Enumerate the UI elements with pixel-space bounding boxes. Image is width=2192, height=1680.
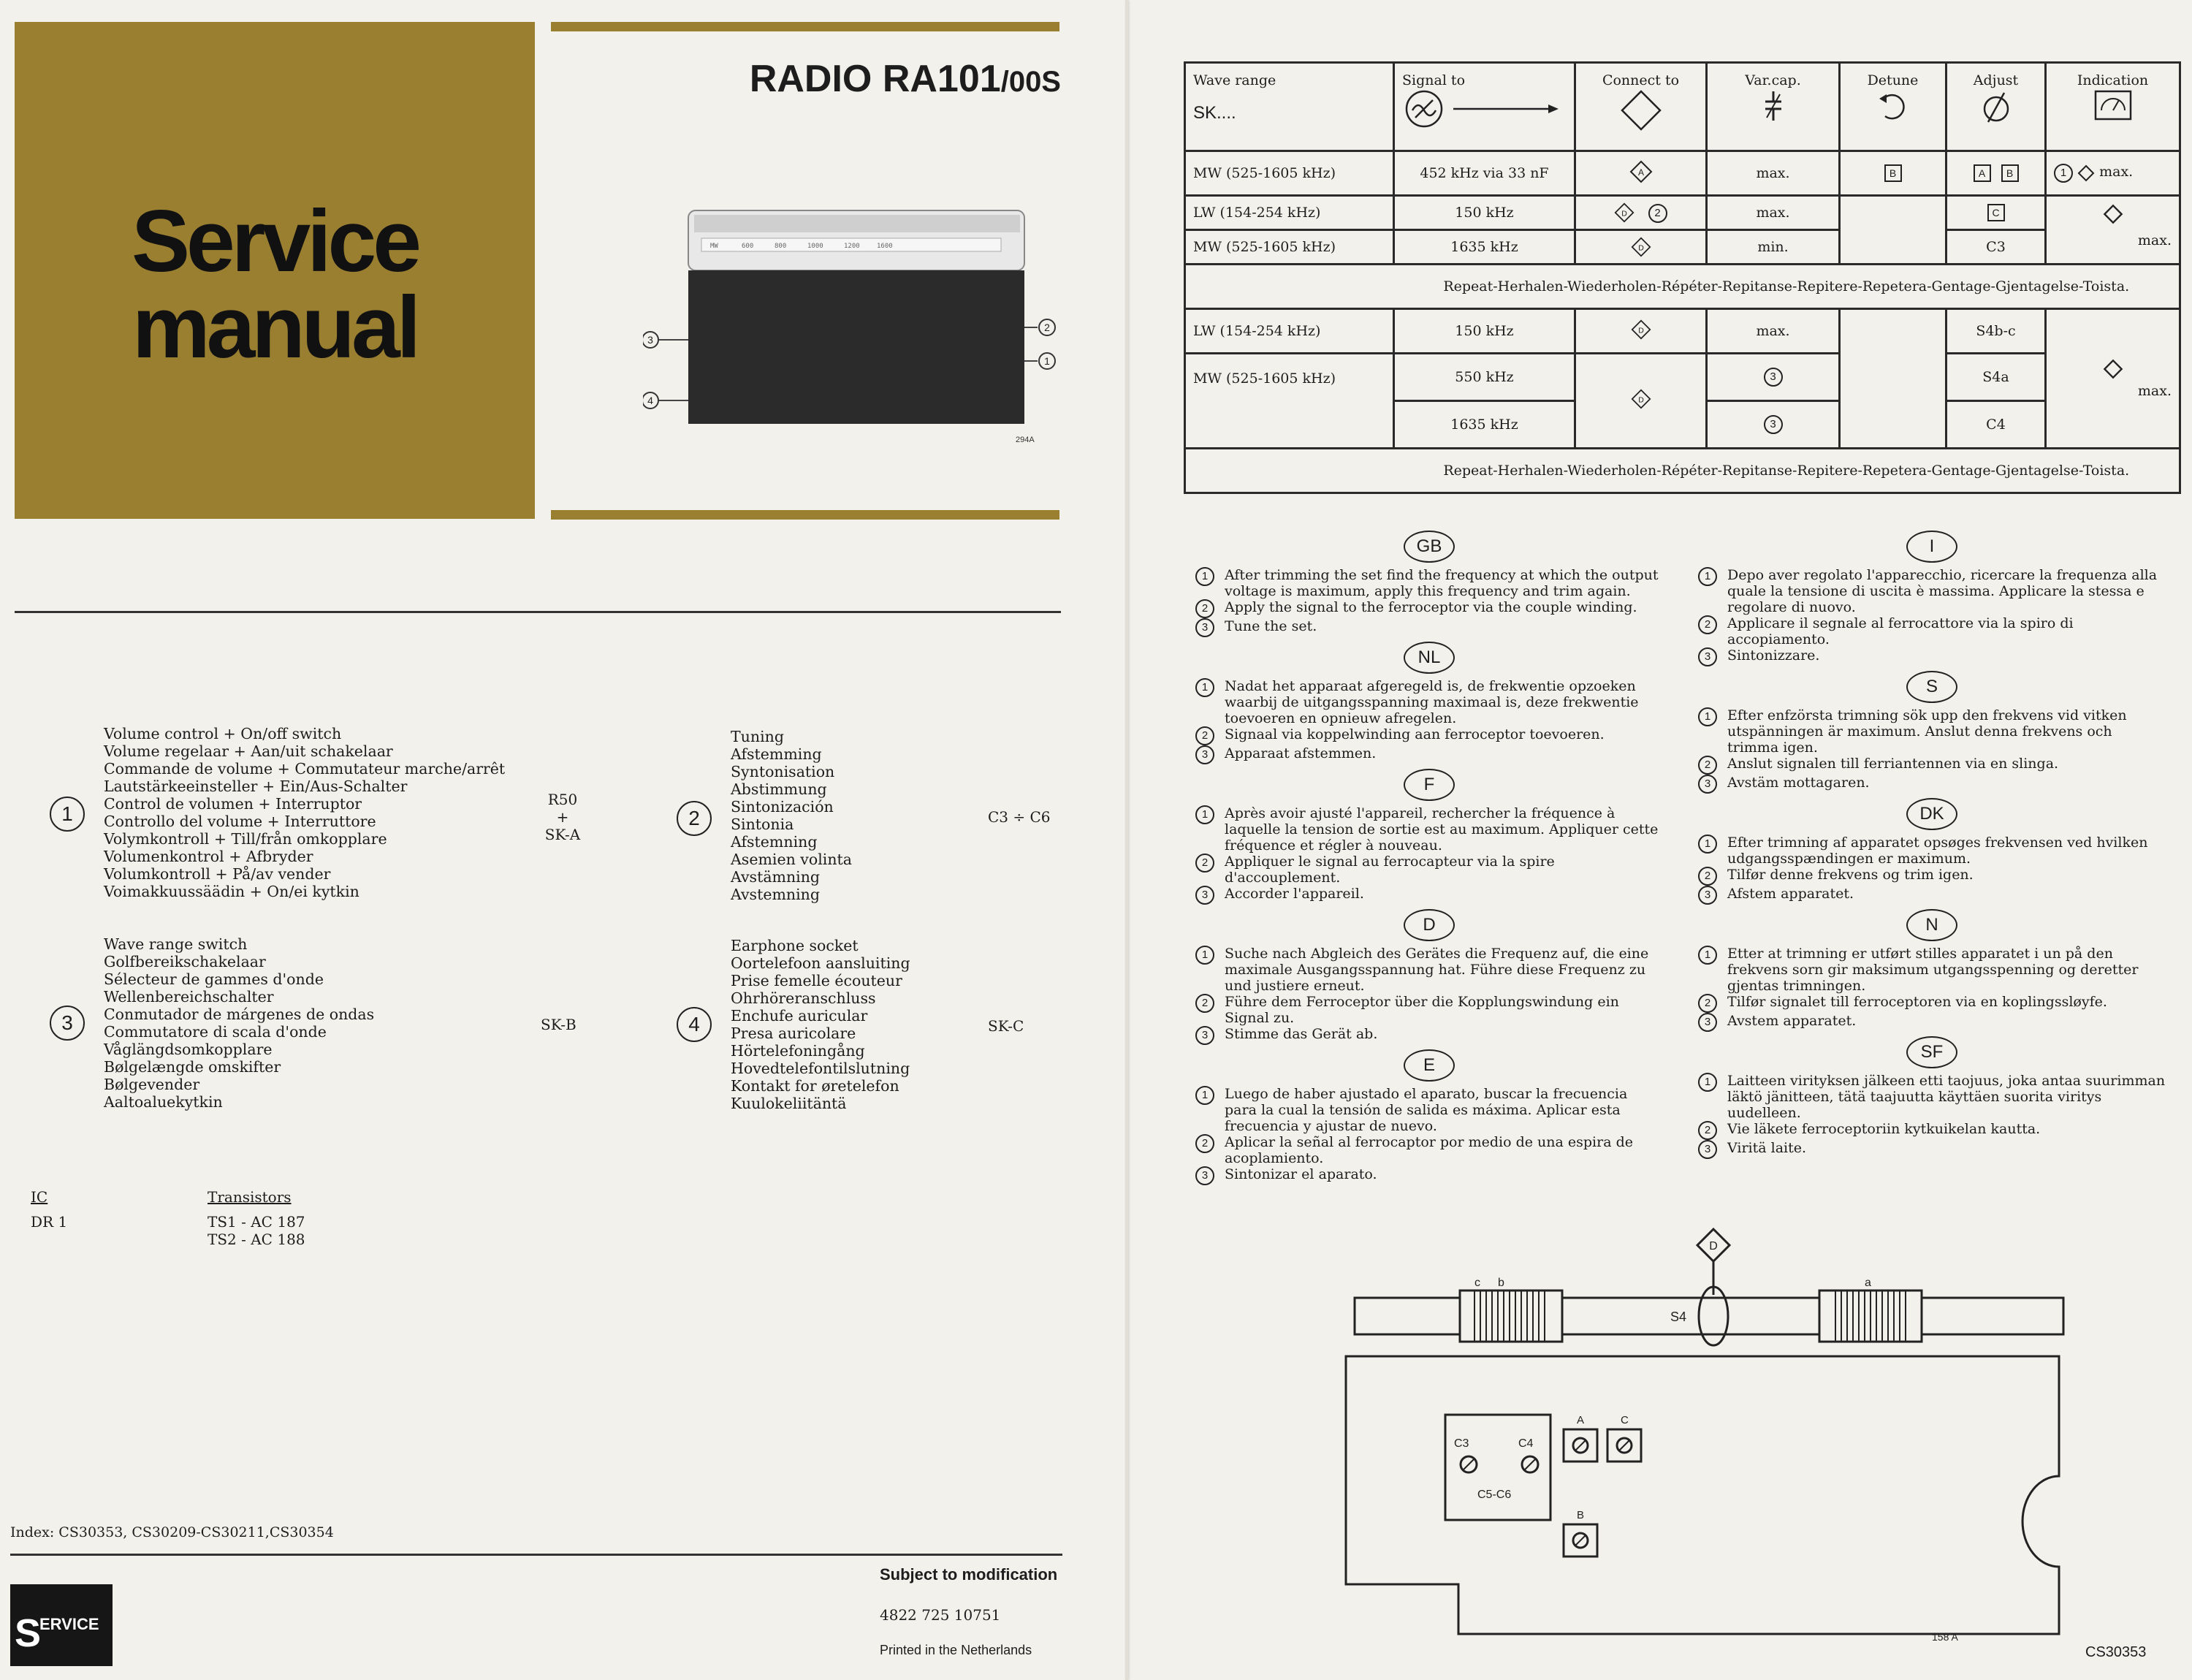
cell-indication: max. <box>2046 196 2180 265</box>
cell-wave: LW (154-254 kHz) <box>1185 196 1394 230</box>
instructions-nl: 1 Nadat het apparaat afgeregeld is, de frekwentie opzoeken waarbij de uitgangsspanning maximaal is, deze frekwentie toevoeren en opnieuw afregelen. 2 Signaal via koppelwinding aan ferroceptor toevoeren. 3 Apparaat afstemmen. <box>1195 678 1663 764</box>
table-row <box>1185 354 2180 401</box>
cell-signal: 150 kHz <box>1394 309 1575 354</box>
section-divider <box>15 611 1061 613</box>
svg-text:D: D <box>1709 1240 1718 1253</box>
lang-badge-dk: DK <box>1906 798 1957 830</box>
instructions-n: 1 Etter at trimning er utført stilles apparatet i un på den frekvens sorn gir maksimum utgangsspenning og deretter gjentas trimningen. 2 Tilfør signalet till ferroceptoren via en koplingssløyfe. 3 Avstem apparatet. <box>1698 946 2166 1032</box>
cell-connect: D 2 <box>1575 196 1707 230</box>
table-row <box>1185 309 2180 354</box>
control-4-number: 4 <box>677 1007 712 1042</box>
label-trim-a: A <box>1577 1414 1585 1426</box>
cell-adjust: C <box>1946 196 2046 230</box>
header-sk: SK.... <box>1193 103 1236 123</box>
instructions-left-column <box>1195 531 1663 1185</box>
cell-signal: 150 kHz <box>1394 196 1575 230</box>
control-3-number: 3 <box>50 1006 85 1041</box>
control-2-number: 2 <box>677 801 712 836</box>
header-adjust: Adjust <box>1946 63 2046 151</box>
detune-icon <box>1875 88 1911 125</box>
printed-in: Printed in the Netherlands <box>880 1643 1032 1657</box>
cell-wave: MW (525-1605 kHz) <box>1185 151 1394 196</box>
service-logo-initial: S <box>15 1611 42 1655</box>
gold-rule-bottom <box>551 510 1059 520</box>
cell-varcap: max. <box>1707 151 1840 196</box>
repeat-row <box>1185 265 2180 309</box>
radio-illustration <box>643 205 1067 446</box>
label-c5-c6: C5-C6 <box>1477 1489 1512 1501</box>
indicator-diamond-icon <box>2103 204 2123 224</box>
cell-varcap: max. <box>1707 309 1840 354</box>
label-a: a <box>1865 1277 1871 1289</box>
repeat-row <box>1185 449 2180 493</box>
connect-point-a-icon <box>1629 160 1653 183</box>
callout-4: 4 <box>647 395 653 406</box>
instructions-gb: 1 After trimming the set find the frequency at which the output voltage is maximum, apply this frequency and trim again. 2 Apply the signal to the ferroceptor via the couple winding. 3 Tune the set. <box>1195 567 1663 637</box>
dial-mark-mw: MW <box>710 243 718 250</box>
control-4-names: Earphone socket Oortelefoon aansluiting Prise femelle écouteur Ohrhöreranschluss Enchufe auricular Presa auricolare Hörtelefoningång Hovedtelefontilslutning Kontakt for øretelefon Kuulokeliitäntä <box>731 937 910 1112</box>
part-number: 4822 725 10751 <box>880 1606 1001 1624</box>
header-connect-to: Connect to <box>1575 63 1707 151</box>
lang-badge-i: I <box>1906 531 1957 563</box>
cell-signal: 1635 kHz <box>1394 401 1575 449</box>
lang-badge-sf: SF <box>1906 1036 1957 1068</box>
cell-connect <box>1575 151 1707 196</box>
cell-signal: 550 kHz <box>1394 354 1575 401</box>
connect-point-d-icon <box>1614 202 1635 223</box>
generator-icon <box>1402 88 1563 129</box>
svg-text:A: A <box>1637 167 1644 178</box>
image-code: 294A <box>1016 436 1035 444</box>
dial-mark-1200: 1200 <box>844 243 860 250</box>
label-c: c <box>1474 1277 1480 1289</box>
cell-adjust: C4 <box>1946 401 2046 449</box>
cell-adjust: C3 <box>1946 230 2046 265</box>
lang-badge-f: F <box>1404 769 1455 801</box>
cell-detune-empty <box>1840 309 1946 449</box>
model-title: RADIO RA101/00S <box>749 58 1061 100</box>
table-row <box>1185 230 2180 265</box>
pcb-outline <box>1346 1356 2059 1634</box>
control-2-names: Tuning Afstemming Syntonisation Abstimmung Sintonización Sintonia Afstemning Asemien volinta Avstämning Avstemning <box>731 728 853 903</box>
model-suffix: /00S <box>1000 66 1061 98</box>
pcb-layout-diagram <box>1344 1228 2075 1637</box>
instructions-sf: 1 Laitteen virityksen jälkeen etti taojuus, joka antaa suurimman läktö jänitteen, tätä taajuutta käyttäen suorita viritys uudelleen. 2 Vie läkete ferroceptoriin kytkuikelan kautta. 3 Viritä laite. <box>1698 1073 2166 1159</box>
indicator-diamond-icon <box>2103 359 2123 379</box>
header-signal-to: Signal to <box>1394 63 1575 151</box>
control-1-names: Volume control + On/off switch Volume regelaar + Aan/uit schakelaar Commande de volume + Commutateur marche/arrêt Lautstärkeeinsteller + Ein/Aus-Schalter Control de volumen + Interruptor Controllo del volume + Interruttore Volymkontroll + Till/från omkopplare Volumenkontrol + Afbryder Volumkontroll + På/av vender Voimakkuussäädin + On/ei kytkin <box>104 725 506 900</box>
label-trim-c: C <box>1621 1414 1629 1426</box>
callout-1: 1 <box>1044 355 1050 367</box>
page-code: CS30353 <box>2085 1644 2147 1660</box>
connect-point-d-icon <box>1631 237 1651 257</box>
diagram-code: 158 A <box>1932 1631 1958 1643</box>
header-detune: Detune <box>1840 63 1946 151</box>
label-c3: C3 <box>1454 1437 1469 1450</box>
lang-badge-gb: GB <box>1404 531 1455 563</box>
connect-point-d-icon <box>1631 389 1651 409</box>
indicator-diamond-icon <box>2077 164 2095 182</box>
instructions-right-column <box>1698 531 2166 1159</box>
instructions-dk: 1 Efter trimning af apparatet opsøges frekvensen ved hvilken udgangsspændingen er maximum. 2 Tilfør denne frekvens og trim igen. 3 Afstem apparatet. <box>1698 835 2166 905</box>
lang-badge-e: E <box>1404 1049 1455 1082</box>
subject-to-modification: Subject to modification <box>880 1565 1058 1584</box>
header-indication: Indication <box>2046 63 2180 151</box>
cell-wave: LW (154-254 kHz) <box>1185 309 1394 354</box>
cover-title-block <box>15 22 535 519</box>
footer-divider <box>10 1554 1062 1556</box>
svg-text:D: D <box>1637 325 1644 335</box>
cell-connect <box>1575 309 1707 354</box>
control-4-ref: SK-C <box>988 1017 1024 1035</box>
cell-indication: max. <box>2046 309 2180 449</box>
radio-speaker-front <box>688 270 1024 424</box>
svg-text:D: D <box>1637 243 1644 253</box>
lang-badge-d: D <box>1404 909 1455 941</box>
dial-mark-600: 600 <box>742 243 754 250</box>
instructions-f: 1 Après avoir ajusté l'appareil, rechercher la fréquence à laquelle la tension de sortie est au maximum. Appliquer cette fréquence et régler à nouveau. 2 Appliquer le signal au ferrocapteur via la spire d'accouplement. 3 Accorder l'appareil. <box>1195 805 1663 905</box>
control-1-number: 1 <box>50 797 85 832</box>
cell-indication: 1 max. <box>2046 151 2180 196</box>
service-logo-text: ERVICE <box>39 1615 99 1633</box>
transistor-ts1: TS1 - AC 187 <box>208 1213 305 1231</box>
cell-varcap: min. <box>1707 230 1840 265</box>
adjust-icon <box>1978 88 2014 125</box>
repeat-text: Repeat-Herhalen-Wiederholen-Répéter-Repitanse-Repitere-Repetera-Gentage-Gjentagelse-Toista. <box>1394 265 2180 309</box>
header-wave-range: Wave range SK.... <box>1185 63 1394 151</box>
instructions-e: 1 Luego de haber ajustado el aparato, buscar la frecuencia para la cual la tensión de salida es máxima. Aplicar esta frecuencia y ajustar de nuevo. 2 Aplicar la señal al ferrocaptor por medio de una espira de acoplamiento. 3 Sintonizar el aparato. <box>1195 1086 1663 1185</box>
table-row <box>1185 151 2180 196</box>
repeat-text: Repeat-Herhalen-Wiederholen-Répéter-Repitanse-Repitere-Repetera-Gentage-Gjentagelse-Toista. <box>1394 449 2180 493</box>
header-var-cap: Var.cap. <box>1707 63 1840 151</box>
cell-signal: 1635 kHz <box>1394 230 1575 265</box>
cell-connect <box>1575 354 1707 449</box>
cell-detune: B <box>1840 151 1946 196</box>
dial-mark-1600: 1600 <box>877 243 893 250</box>
cell-varcap: 3 <box>1707 401 1840 449</box>
transistor-ts2: TS2 - AC 188 <box>208 1231 305 1248</box>
cell-connect <box>1575 230 1707 265</box>
control-3-names: Wave range switch Golfbereikschakelaar Sélecteur de gammes d'onde Wellenbereichschalter Conmutador de márgenes de ondas Commutatore di scala d'onde Våglängdsomkopplare Bølgelængde omskifter Bølgevender Aaltoaluekytkin <box>104 935 375 1111</box>
alignment-table <box>1184 61 2181 494</box>
index-line: Index: CS30353, CS30209-CS30211,CS30354 <box>10 1524 334 1540</box>
ic-value: DR 1 <box>31 1213 68 1231</box>
cell-adjust: A B <box>1946 151 2046 196</box>
dial-mark-1000: 1000 <box>807 243 823 250</box>
cell-wave: MW (525-1605 kHz) <box>1185 230 1394 265</box>
instructions-d: 1 Suche nach Abgleich des Gerätes die Frequenz auf, die eine maximale Ausgangsspannung hat. Führe diese Frequenz zu und justiere erneut. 2 Führe dem Ferroceptor über die Kopplungswindung ein Signal zu. 3 Stimme das Gerät ab. <box>1195 946 1663 1045</box>
label-b: b <box>1498 1277 1504 1289</box>
label-s4: S4 <box>1670 1310 1687 1324</box>
cell-adjust: S4b-c <box>1946 309 2046 354</box>
table-header-row <box>1185 63 2180 151</box>
gold-rule-top <box>551 22 1059 31</box>
lang-badge-nl: NL <box>1404 642 1455 674</box>
coupling-loop <box>1699 1287 1728 1345</box>
label-trim-b: B <box>1577 1509 1585 1521</box>
connect-point-d-icon <box>1631 319 1651 340</box>
cell-signal: 452 kHz via 33 nF <box>1394 151 1575 196</box>
instructions-i: 1 Depo aver regolato l'apparecchio, ricercare la frequenza alla quale la tensione di uscita è massima. Applicare la stessa e regolare di nuovo. 2 Applicare il segnale al ferrocattore via la spiro di accopiamento. 3 Sintonizzare. <box>1698 567 2166 666</box>
instructions-s: 1 Efter enfzörsta trimning sök upp den frekvens vid vitken utspänningen är maximum. Anslut denna frekvens och trimma igen. 2 Anslut signalen till ferriantennen via en slinga. 3 Avstäm mottagaren. <box>1698 707 2166 794</box>
cell-wave: MW (525-1605 kHz) <box>1185 354 1394 449</box>
svg-text:D: D <box>1621 209 1628 218</box>
lang-badge-n: N <box>1906 909 1957 941</box>
cell-varcap: 3 <box>1707 354 1840 401</box>
cell-detune-empty <box>1840 196 1946 265</box>
connect-point-icon <box>1619 88 1663 132</box>
variable-capacitor-icon <box>1755 88 1792 125</box>
control-1-ref: R50 + SK-A <box>544 791 581 843</box>
transistors-header: Transistors <box>208 1188 292 1206</box>
cover-title-line1: Service <box>131 192 419 290</box>
cell-varcap: max. <box>1707 196 1840 230</box>
table-row <box>1185 196 2180 230</box>
ic-header: IC <box>31 1188 48 1206</box>
control-3-ref: SK-B <box>541 1016 576 1033</box>
callout-2: 2 <box>1044 322 1050 333</box>
control-2-ref: C3 ÷ C6 <box>988 808 1051 826</box>
label-c4: C4 <box>1518 1437 1534 1450</box>
page-fold <box>1125 0 1128 1680</box>
cover-title-line2: manual <box>132 278 418 376</box>
service-logo <box>10 1584 113 1666</box>
meter-icon <box>2093 88 2134 122</box>
callout-3: 3 <box>647 334 653 346</box>
svg-text:D: D <box>1637 395 1644 405</box>
cell-adjust: S4a <box>1946 354 2046 401</box>
lang-badge-s: S <box>1906 671 1957 703</box>
radio-handle <box>694 215 1020 232</box>
dial-mark-800: 800 <box>775 243 787 250</box>
